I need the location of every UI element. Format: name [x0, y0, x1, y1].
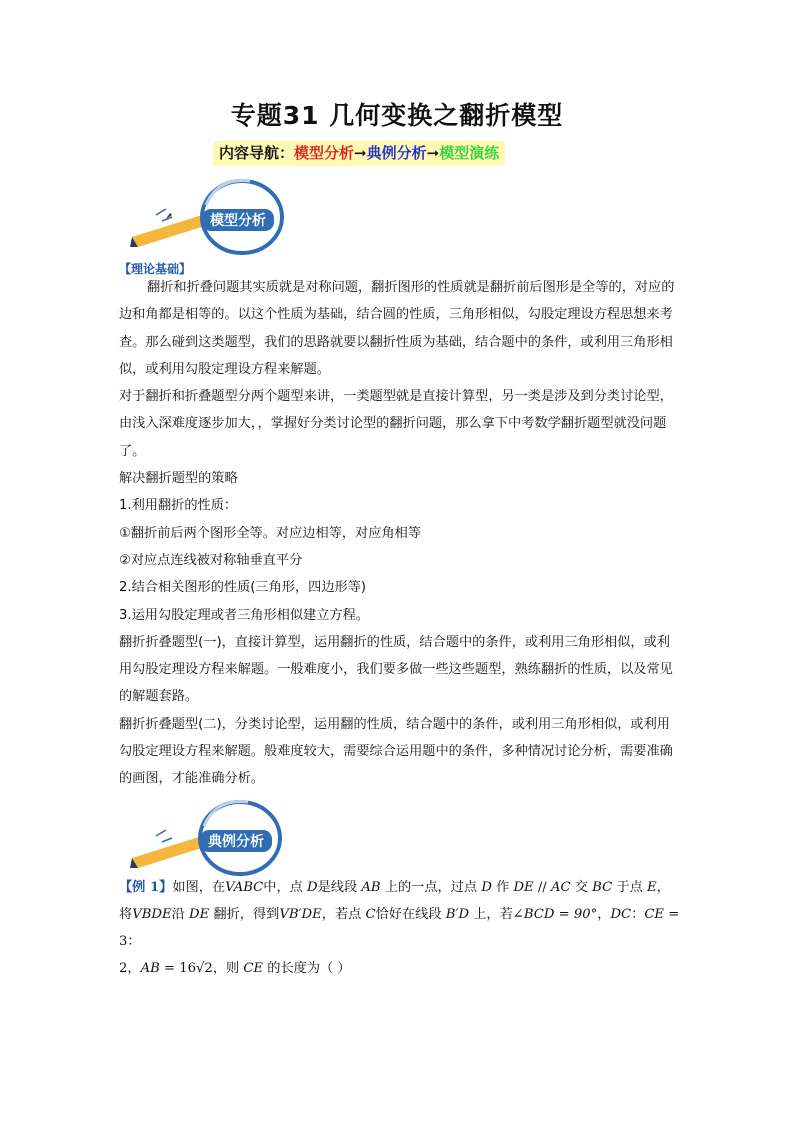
content-nav [213, 141, 505, 166]
model-analysis-badge-text: 模型分析 [210, 213, 266, 229]
example-analysis-badge [126, 796, 286, 876]
nav-arrow: ➞ [354, 144, 367, 162]
example-text: 的长度为（ ） [263, 961, 351, 976]
example-text: ，则 [212, 961, 244, 976]
math-term: C [365, 907, 376, 922]
example-text: ： [631, 907, 645, 922]
example-text: 翻折，得到 [209, 907, 280, 922]
theory-paragraph: ②对应点连线被对称轴垂直平分 [119, 552, 303, 568]
example-analysis-badge-text: 典例分析 [208, 834, 264, 850]
math-term: E [646, 880, 657, 895]
math-term: DC [610, 907, 632, 922]
example-text: ，若点 [321, 907, 366, 922]
example-text: 是线段 [317, 880, 362, 895]
math-term: ∠BCD = 90° [512, 907, 598, 922]
math-term: DE [189, 907, 210, 922]
example-line [119, 955, 689, 982]
example-text: 2， [119, 961, 141, 976]
example-text: 沿 [171, 907, 189, 922]
example-text: 将 [119, 907, 133, 922]
nav-arrow: ➞ [426, 144, 440, 162]
theory-paragraph: 3.运用勾股定理或者三角形相似建立方程。 [119, 607, 369, 623]
theory-paragraph: 翻折折叠题型(一)，直接计算型，运用翻折的性质，结合题中的条件，或利用三角形相似，或利用勾股定理设方程来解题。一般难度小，我们要多做一些这些题型，熟练翻折的性质，以及常见的解题套路。 [119, 634, 673, 705]
math-term: D [307, 880, 318, 895]
math-term: CE [644, 907, 665, 922]
math-term: AB [361, 880, 381, 895]
nav-item-model-analysis: 模型分析 [294, 144, 355, 162]
magnifier-icon [126, 175, 286, 255]
math-term: D [481, 880, 492, 895]
example-text: 如图，在 [172, 880, 226, 895]
math-term: AC [550, 880, 571, 895]
magnifier-icon [126, 796, 286, 876]
math-term: DE [513, 880, 534, 895]
example-label: 【例 1】 [119, 880, 173, 895]
example-text: ， [597, 907, 611, 922]
example-text: 上，若 [469, 907, 513, 922]
theory-paragraph: 解决翻折题型的策略 [119, 471, 238, 487]
example-text: 中，点 [263, 880, 308, 895]
nav-prefix: 内容导航： [219, 144, 295, 162]
math-term: VBDE [132, 907, 172, 922]
example-line [119, 901, 689, 955]
math-term: B′D [445, 907, 470, 922]
theory-body [119, 274, 679, 793]
theory-paragraph: 对于翻折和折叠题型分两个题型来讲，一类题型就是直接计算型，另一类是涉及到分类讨论型，由浅入深难度逐步加大，，掌握好分类讨论型的翻折问题，那么拿下中考数学翻折题型就没问题了。 [119, 389, 673, 459]
example-text: 交 [570, 880, 593, 895]
page-title: 专题31 几何变换之翻折模型 [230, 101, 564, 130]
theory-paragraph: 翻折和折叠问题其实质就是对称问题，翻折图形的性质就是翻折前后图形是全等的，对应的边和角都是相等的。以这个性质为基础，结合圆的性质，三角形相似，勾股定理设方程思想来考查。那么碰到这类题型，我们的思路就要以翻折性质为基础，结合题中的条件，或利用三角形相似，或利用勾股定理设方程来解题。 [119, 280, 675, 377]
math-term: = 16√2 [159, 961, 213, 976]
example-text: 作 [491, 880, 514, 895]
math-term: AB [140, 961, 160, 976]
example-text: 上的一点，过点 [380, 880, 482, 895]
nav-item-model-practice: 模型演练 [439, 144, 500, 162]
theory-label: 【理论基础】 [119, 262, 192, 276]
theory-paragraph: 翻折折叠题型(二)，分类讨论型，运用翻的性质，结合题中的条件，或利用三角形相似，或利用勾股定理设方程来解题。般难度较大，需要综合运用题中的条件，多种情况讨论分析，需要准确的画图，才能准确分析。 [119, 716, 673, 787]
example-text: = 3： [119, 907, 680, 949]
theory-paragraph: 1.利用翻折的性质： [119, 498, 238, 514]
nav-item-example-analysis: 典例分析 [366, 144, 427, 162]
math-term: CE [243, 961, 264, 976]
theory-paragraph: ①翻折前后两个图形全等。对应边相等，对应角相等 [119, 525, 421, 541]
example-line [119, 874, 689, 901]
theory-paragraph: 2.结合相关图形的性质(三角形，四边形等) [119, 580, 367, 596]
example-text: // [533, 880, 551, 895]
math-term: VABC [225, 880, 264, 895]
example-1 [119, 874, 689, 982]
example-text: 于点 [612, 880, 647, 895]
math-term: VB′DE [279, 907, 322, 922]
example-text: ， [656, 880, 670, 895]
math-term: BC [592, 880, 613, 895]
example-text: 恰好在线段 [375, 907, 446, 922]
model-analysis-badge [126, 175, 286, 255]
